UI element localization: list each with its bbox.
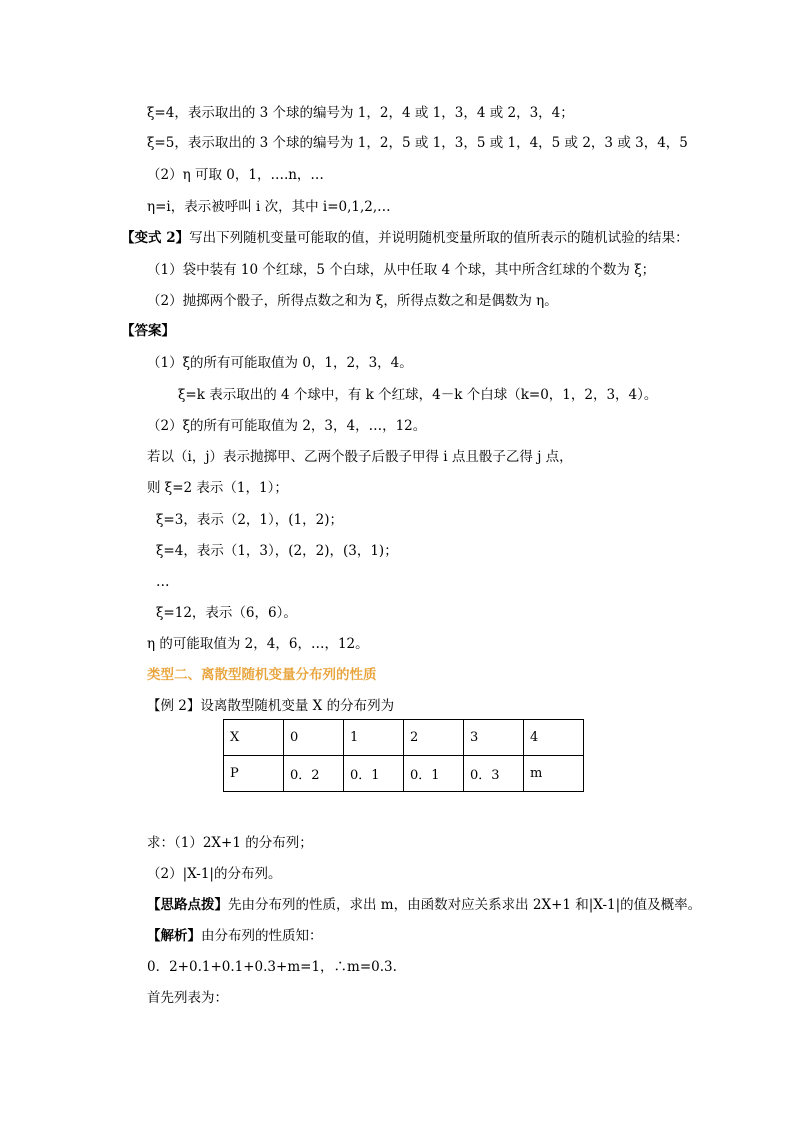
- text-line: ξ=4，表示取出的 3 个球的编号为 1，2，4 或 1，3，4 或 2，3，4；: [147, 105, 574, 121]
- solution-text: 由分布列的性质知：: [201, 928, 323, 944]
- example-text: 设离散型随机变量 X 的分布列为: [200, 698, 395, 714]
- table-cell: 1: [344, 720, 404, 756]
- table-cell: 3: [464, 720, 524, 756]
- text-line: 若以（i，j）表示抛掷甲、乙两个骰子后骰子甲得 i 点且骰子乙得 j 点，: [147, 449, 573, 465]
- example-label: 【例 2】: [147, 698, 201, 714]
- table-cell: 0．1: [344, 756, 404, 792]
- text-line: 0．2+0.1+0.1+0.3+m=1，∴m=0.3.: [147, 959, 397, 975]
- text-line: （2）抛掷两个骰子，所得点数之和为 ξ，所得点数之和是偶数为 η。: [147, 293, 558, 309]
- table-cell: 0．1: [404, 756, 464, 792]
- table-cell: 2: [404, 720, 464, 756]
- text-line: 求：（1）2X+1 的分布列；: [147, 835, 313, 851]
- text-line: 首先列表为：: [147, 990, 228, 1006]
- table-cell: P: [224, 756, 284, 792]
- hint-label: 【思路点拨】: [147, 897, 228, 913]
- text-line: ξ=k 表示取出的 4 个球中，有 k 个红球，4－k 个白球（k=0，1，2，3，4）。: [178, 387, 658, 403]
- table-cell: 0．3: [464, 756, 524, 792]
- text-line: η=i，表示被呼叫 i 次，其中 i=0,1,2,…: [147, 199, 391, 215]
- text-line: （2）η 可取 0，1，….n，…: [147, 167, 324, 183]
- text-line: η 的可能取值为 2，4，6，…，12。: [147, 636, 369, 652]
- text-line: …: [156, 574, 170, 590]
- variant-text: 写出下列随机变量可能取的值，并说明随机变量所取的值所表示的随机试验的结果：: [189, 230, 689, 246]
- text-line: （1）袋中装有 10 个红球，5 个白球，从中任取 4 个球，其中所含红球的个数为 ξ；: [147, 262, 656, 278]
- table-cell: 0．2: [284, 756, 344, 792]
- text-line: ξ=5，表示取出的 3 个球的编号为 1，2，5 或 1，3，5 或 1，4，5 或 2，3 或 3，4，5: [147, 135, 688, 151]
- variant-label: 【变式 2】: [121, 230, 190, 246]
- table-cell: m: [524, 756, 584, 792]
- table-row: [224, 756, 584, 792]
- text-line: （2）|X-1|的分布列。: [147, 866, 282, 882]
- text-line: ξ=12，表示（6，6）。: [156, 605, 297, 621]
- answer-label: 【答案】: [121, 323, 175, 339]
- section-heading: 类型二、离散型随机变量分布列的性质: [147, 667, 377, 683]
- hint-paragraph: [147, 896, 701, 914]
- text-line: （1）ξ的所有可能取值为 0，1，2，3，4。: [147, 355, 413, 371]
- solution-label: 【解析】: [147, 928, 201, 944]
- text-line: ξ=3，表示（2，1），(1，2)；: [156, 512, 343, 528]
- table-cell: 4: [524, 720, 584, 756]
- text-line: （2）ξ的所有可能取值为 2，3，4，…，12。: [147, 418, 427, 434]
- text-line: 则 ξ=2 表示（1，1）；: [147, 480, 288, 496]
- text-line: ξ=4，表示（1，3），(2，2)，(3，1)；: [156, 543, 398, 559]
- table-cell: 0: [284, 720, 344, 756]
- example-question: [147, 697, 394, 715]
- solution-paragraph: [147, 927, 323, 945]
- table-row: [224, 720, 584, 756]
- variant-question: [121, 229, 689, 247]
- distribution-table: [223, 719, 584, 792]
- table-cell: X: [224, 720, 284, 756]
- hint-text: 先由分布列的性质，求出 m，由函数对应关系求出 2X+1 和|X-1|的值及概率。: [228, 897, 702, 913]
